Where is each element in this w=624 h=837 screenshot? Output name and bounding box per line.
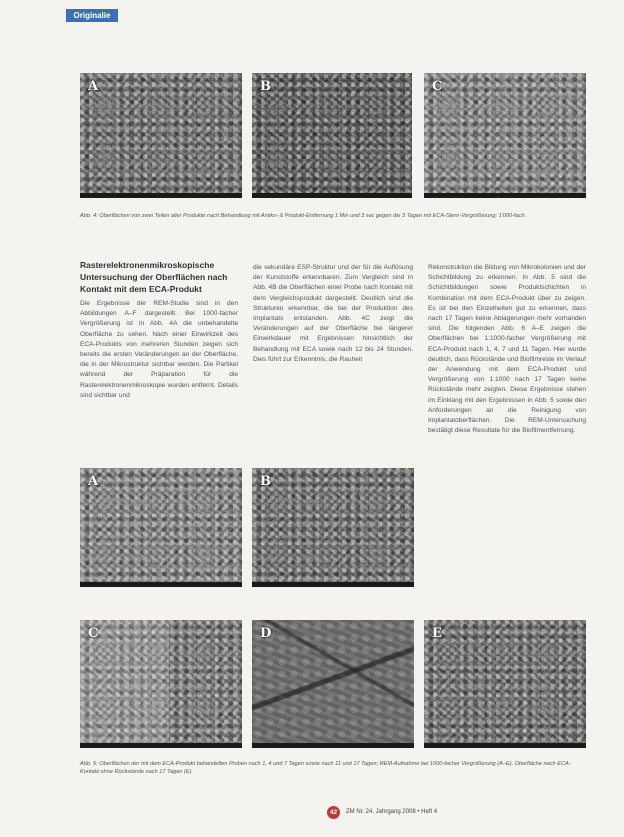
- sem-image-bottom-e: [424, 620, 586, 748]
- sem-image-top-a: [80, 73, 242, 198]
- figure-caption-bottom: Abb. 5: Oberflächen der mit dem ECA-Produkt behandelten Proben nach 1, 4 und 7 Tagen sowie nach 11 und 17 Tagen; REM-Aufnahme bei 1000-facher Vergrößerung (A–E), Oberfläche nach ECA-Kontakt ohne Rückstände nach 17 Tagen (E).: [80, 761, 571, 775]
- journal-reference: ZM Nr. 24. Jahrgang 2008 • Heft 4: [346, 809, 438, 815]
- body-column-2: die sekundäre ESP-Struktur und der für die Auflösung der Kunststoffe erkennbaren. Zum Vergleich sind in Abb. 4B die Oberflächen einer Probe nach Kontakt mit dem Vergleichsprodukt dargestellt. Deutlich sind die Strukturen erkennbar, die bei der Produktion des Implantats entstanden. Abb. 4C zeigt die Veränderungen auf der Oberfläche bei längerer Einwirkdauer mit Ergebnissen hinsichtlich der Behandlung mit ECA sowie nach 12 bis 24 Stunden. Dies führt zur Erkenntnis, die Rauheit: [253, 264, 413, 363]
- sem-image-top-b: [252, 73, 412, 198]
- scale-bar: [424, 743, 586, 748]
- sem-image-mid-a: [80, 468, 242, 587]
- image-label: A: [88, 79, 99, 94]
- sem-image-top-c: [424, 73, 586, 198]
- body-column-1: Die Ergebnisse der REM-Studie sind in den Abbildungen A–F dargestellt. Bei 1000-facher Vergrößerung ist in Abb. 4A die unbehandelte Oberfläche zu sehen. Nach einer Einwirkzeit des ECA-Produkts von mehreren Stunden zeigen sich bereits die ersten Veränderungen an der Oberfläche, die in der Mikrostruktur sichtbar werden. Die Partikel während der Präparation für die Rasterelektronenmikroskopie wurden entfernt. Details sind sichtbar und: [80, 300, 238, 399]
- page-number: 42: [327, 806, 340, 819]
- scale-bar: [80, 582, 242, 587]
- image-label: B: [260, 474, 271, 489]
- body-column-3: Rekonstruktion die Bildung von Mikrokolonien und der Schichtbildung zu erkennen. In Abb. 5 sind die Schichtbildungen sowie Produktschichten in Kombination mit dem ECA-Produkt über zu zeigen. Es ist bei den Einzelheiten gut zu erkennen, dass nach 17 Tagen keine Ablagerungen mehr vorhanden sind. Die folgenden Abb. 6 A–E zeigen die Oberflächen bei 1:1000-facher Vergrößerung mit ECA-Produkt nach 1, 4, 7 und 11 Tagen. Hier wurde deutlich, dass Rückstände und Biofilmreste im Verlauf der Anwendung mit dem ECA-Produkt und Vergrößerung von 1:1000 nach 17 Tagen keine Rückstände mehr zeigten. Diese Ergebnisse stehen im Einklang mit den Ergebnissen in Abb. 5 sowie den Anforderungen an die Reinigung von Implantatoberflächen. Die REM-Untersuchung bestätigt diese Resultate für die Biofilmentfernung.: [428, 264, 586, 435]
- scale-bar: [424, 193, 586, 198]
- image-label: C: [88, 626, 99, 641]
- scale-bar: [80, 193, 242, 198]
- scale-bar: [252, 193, 412, 198]
- sem-image-mid-b: [252, 468, 414, 587]
- page-footer: [327, 805, 437, 819]
- image-label: A: [88, 474, 99, 489]
- scale-bar: [252, 743, 414, 748]
- sem-image-bottom-c: [80, 620, 242, 748]
- scale-bar: [252, 582, 414, 587]
- scale-bar: [80, 743, 242, 748]
- section-tag: Originalie: [66, 9, 118, 22]
- image-label: B: [260, 79, 271, 94]
- image-label: D: [260, 626, 272, 641]
- section-heading: Rasterelektronenmikroskopische Untersuchung der Oberflächen nach Kontakt mit dem ECA-Produkt: [80, 260, 228, 294]
- image-label: E: [432, 626, 442, 641]
- sem-image-bottom-d: [252, 620, 414, 748]
- image-label: C: [432, 79, 443, 94]
- figure-caption-top: Abb. 4: Oberflächen von zwei Teilen aller Produkte nach Behandlung mit Antiks- & Produkt-Entfernung 1 Min und 3 sec gegen die 3 Tagen mit ECA-Stern-Vergrößerung: 1'000-fach.: [80, 213, 527, 219]
